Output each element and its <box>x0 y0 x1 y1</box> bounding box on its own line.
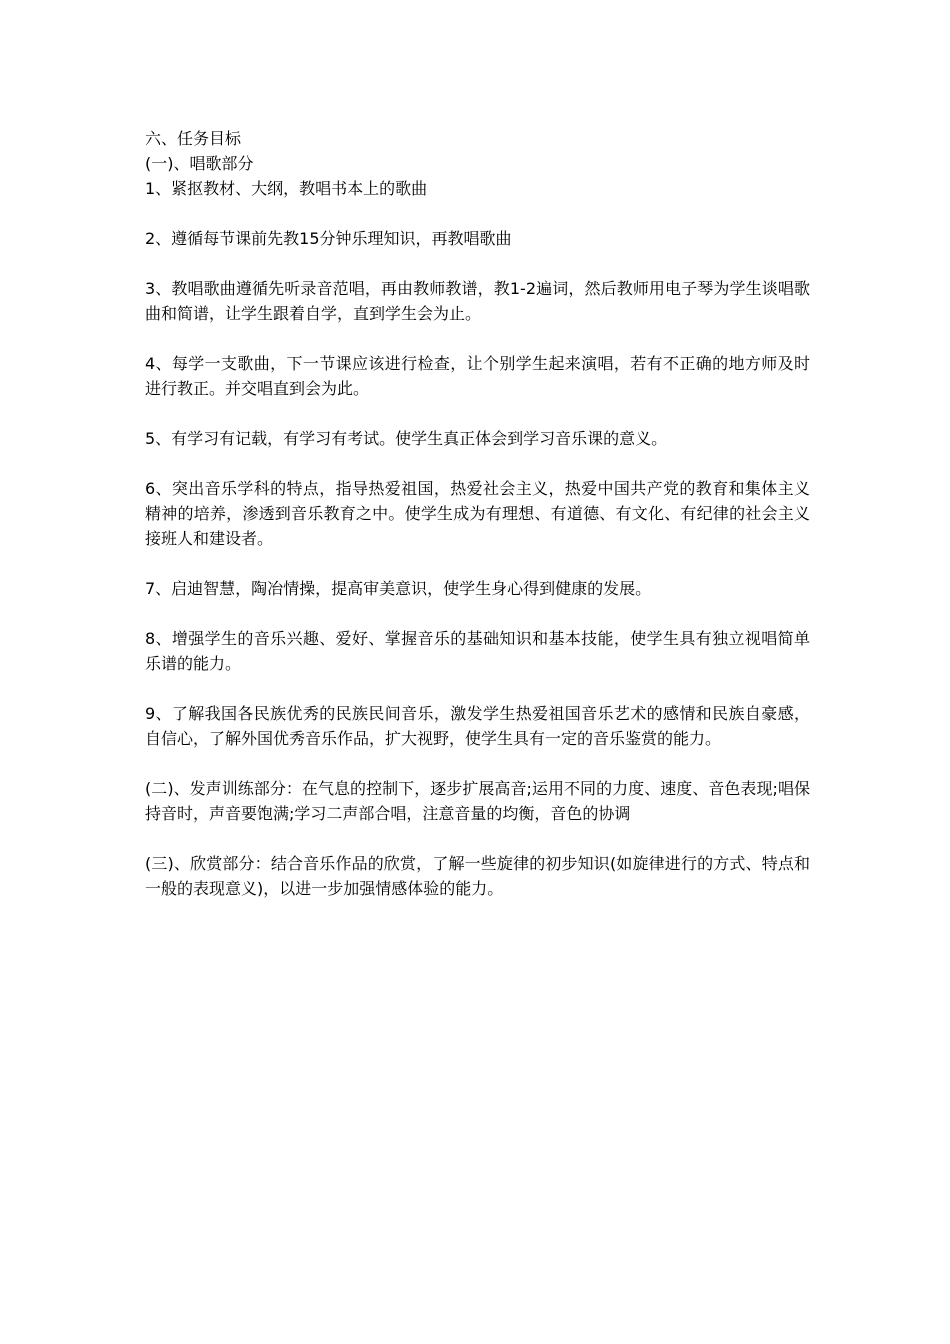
list-item-6: 6、突出音乐学科的特点，指导热爱祖国，热爱社会主义，热爱中国共产党的教育和集体主义精神的培养，渗透到音乐教育之中。使学生成为有理想、有道德、有文化、有纪律的社会主义接班人和建设者。 <box>145 479 810 548</box>
subsection-title-singing: (一)、唱歌部分 <box>145 154 254 173</box>
paragraph-appreciation: (三)、欣赏部分：结合音乐作品的欣赏，了解一些旋律的初步知识(如旋律进行的方式、特点和一般的表现意义)，以进一步加强情感体验的能力。 <box>145 854 810 898</box>
paragraph-vocal-training: (二)、发声训练部分：在气息的控制下，逐步扩展高音;运用不同的力度、速度、音色表现;唱保持音时，声音要饱满;学习二声部合唱，注意音量的均衡，音色的协调 <box>145 779 810 823</box>
list-item-5: 5、有学习有记载，有学习有考试。使学生真正体会到学习音乐课的意义。 <box>145 429 668 448</box>
list-item-7: 7、启迪智慧，陶冶情操，提高审美意识，使学生身心得到健康的发展。 <box>145 579 652 598</box>
list-item-9: 9、了解我国各民族优秀的民族民间音乐，激发学生热爱祖国音乐艺术的感情和民族自豪感，自信心，了解外国优秀音乐作品，扩大视野，使学生具有一定的音乐鉴赏的能力。 <box>145 704 810 748</box>
list-item-4: 4、每学一支歌曲，下一节课应该进行检查，让个别学生起来演唱，若有不正确的地方师及时进行教正。并交唱直到会为此。 <box>145 354 810 398</box>
list-item-1: 1、紧抠教材、大纲，教唱书本上的歌曲 <box>145 179 428 198</box>
section-heading: 六、任务目标 <box>145 129 242 148</box>
list-item-8: 8、增强学生的音乐兴趣、爱好、掌握音乐的基础知识和基本技能，使学生具有独立视唱简单乐谱的能力。 <box>145 629 810 673</box>
list-item-3: 3、教唱歌曲遵循先听录音范唱，再由教师教谱，教1-2遍词，然后教师用电子琴为学生谈唱歌曲和简谱，让学生跟着自学，直到学生会为止。 <box>145 279 810 323</box>
list-item-2: 2、遵循每节课前先教15分钟乐理知识，再教唱歌曲 <box>145 229 512 248</box>
document-body <box>145 126 810 901</box>
